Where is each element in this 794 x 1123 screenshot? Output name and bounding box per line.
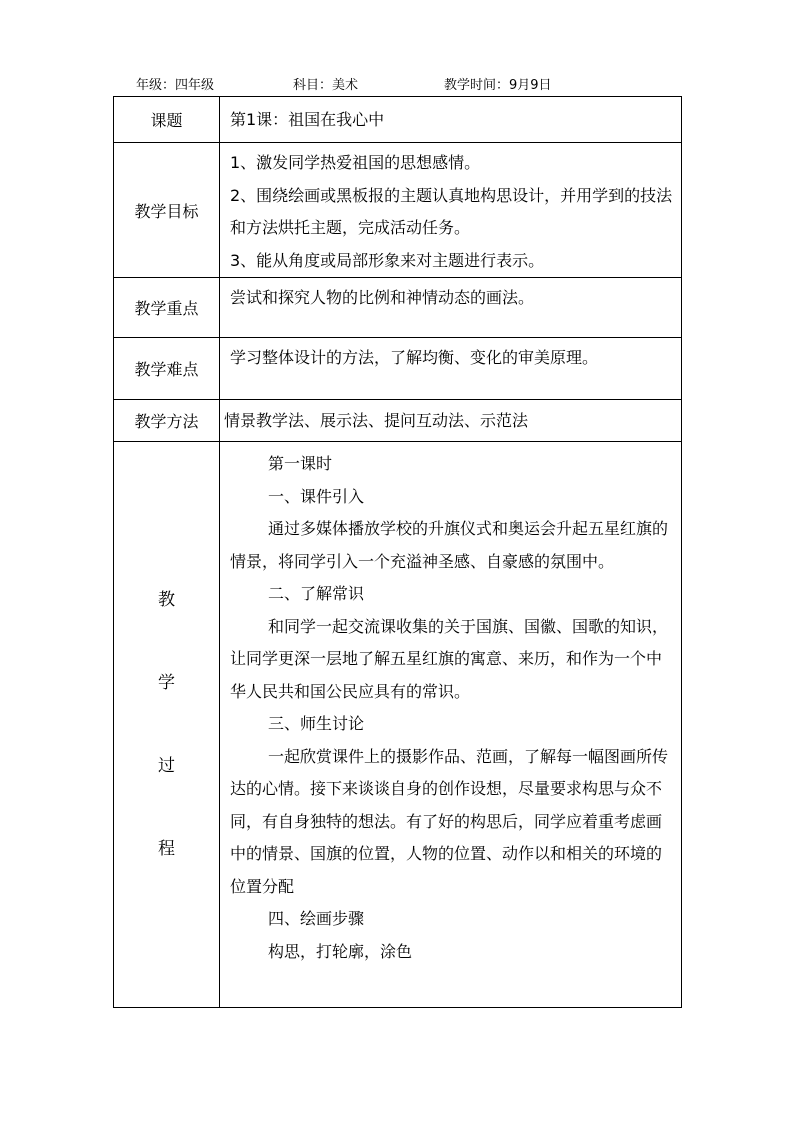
section-heading: 四、绘画步骤 bbox=[268, 909, 365, 928]
section-body: 构思，打轮廓，涂色 bbox=[268, 941, 413, 961]
difficulties-cell bbox=[220, 338, 682, 400]
difficulties-row bbox=[114, 338, 682, 400]
goals-row bbox=[114, 143, 682, 278]
topic-row bbox=[114, 97, 682, 143]
section-body: 和同学一起交流课收集的关于国旗、国徽、国歌的知识， 让同学更深一层地了解五星红旗的寓意、来历，和作为一个中华人民共和国公民应具有的常识。 bbox=[230, 616, 669, 701]
methods-cell bbox=[220, 400, 682, 442]
section-heading: 一、课件引入 bbox=[268, 486, 365, 506]
grade-label: 年级：四年级 bbox=[136, 78, 215, 93]
process-label bbox=[114, 442, 220, 1008]
process-label-char: 程 bbox=[158, 838, 175, 859]
difficulties-label: 教学难点 bbox=[114, 338, 220, 400]
process-cell bbox=[220, 442, 682, 1008]
document-header bbox=[0, 74, 794, 94]
difficulties-value: 学习整体设计的方法，了解均衡、变化的审美原理。 bbox=[230, 348, 599, 367]
goal-item: 1、激发同学热爱祖国的思想感情。 bbox=[230, 153, 481, 172]
process-label-char: 教 bbox=[158, 589, 175, 610]
section-heading: 三、师生讨论 bbox=[268, 714, 365, 733]
keypoints-value: 尝试和探究人物的比例和神情动态的画法。 bbox=[230, 288, 535, 307]
lesson-plan-table bbox=[113, 96, 682, 1008]
section-heading: 二、了解常识 bbox=[268, 584, 365, 603]
keypoints-cell bbox=[220, 278, 682, 338]
topic-value: 第1课：祖国在我心中 bbox=[230, 109, 385, 129]
section-body: 通过多媒体播放学校的升旗仪式和奥运会升起五星红旗的情景，将同学引入一个充溢神圣感、自豪感的氛围中。 bbox=[230, 519, 669, 571]
process-row bbox=[114, 442, 682, 1008]
topic-label: 课题 bbox=[114, 97, 220, 143]
methods-row bbox=[114, 400, 682, 442]
goal-item: 3、能从角度或局部形象来对主题进行表示。 bbox=[230, 250, 545, 270]
subject-label: 科目：美术 bbox=[293, 78, 359, 93]
keypoints-row bbox=[114, 278, 682, 338]
lesson-title: 第一课时 bbox=[268, 454, 333, 473]
goal-item: 2、围绕绘画或黑板报的主题认真地构思设计，并用学到的技法和方法烘托主题，完成活动任务。 bbox=[230, 185, 673, 237]
teaching-time-label: 教学时间：9月9日 bbox=[444, 78, 552, 93]
topic-cell bbox=[220, 97, 682, 143]
keypoints-label: 教学重点 bbox=[114, 278, 220, 338]
process-label-char: 过 bbox=[158, 755, 175, 776]
methods-label: 教学方法 bbox=[114, 400, 220, 442]
goals-label: 教学目标 bbox=[114, 143, 220, 278]
process-label-vertical bbox=[114, 559, 219, 891]
methods-value: 情景教学法、展示法、提问互动法、示范法 bbox=[224, 410, 529, 430]
section-body: 一起欣赏课件上的摄影作品、范画，了解每一幅图画所传达的心情。接下来谈谈自身的创作设想，尽量要求构思与众不同，有自身独特的想法。有了好的构思后，同学应着重考虑画中的情景、国旗的位置，人物的位置、动作以和相关的环境的位置分配 bbox=[230, 746, 669, 896]
goals-cell bbox=[220, 143, 682, 278]
process-label-char: 学 bbox=[158, 672, 175, 693]
